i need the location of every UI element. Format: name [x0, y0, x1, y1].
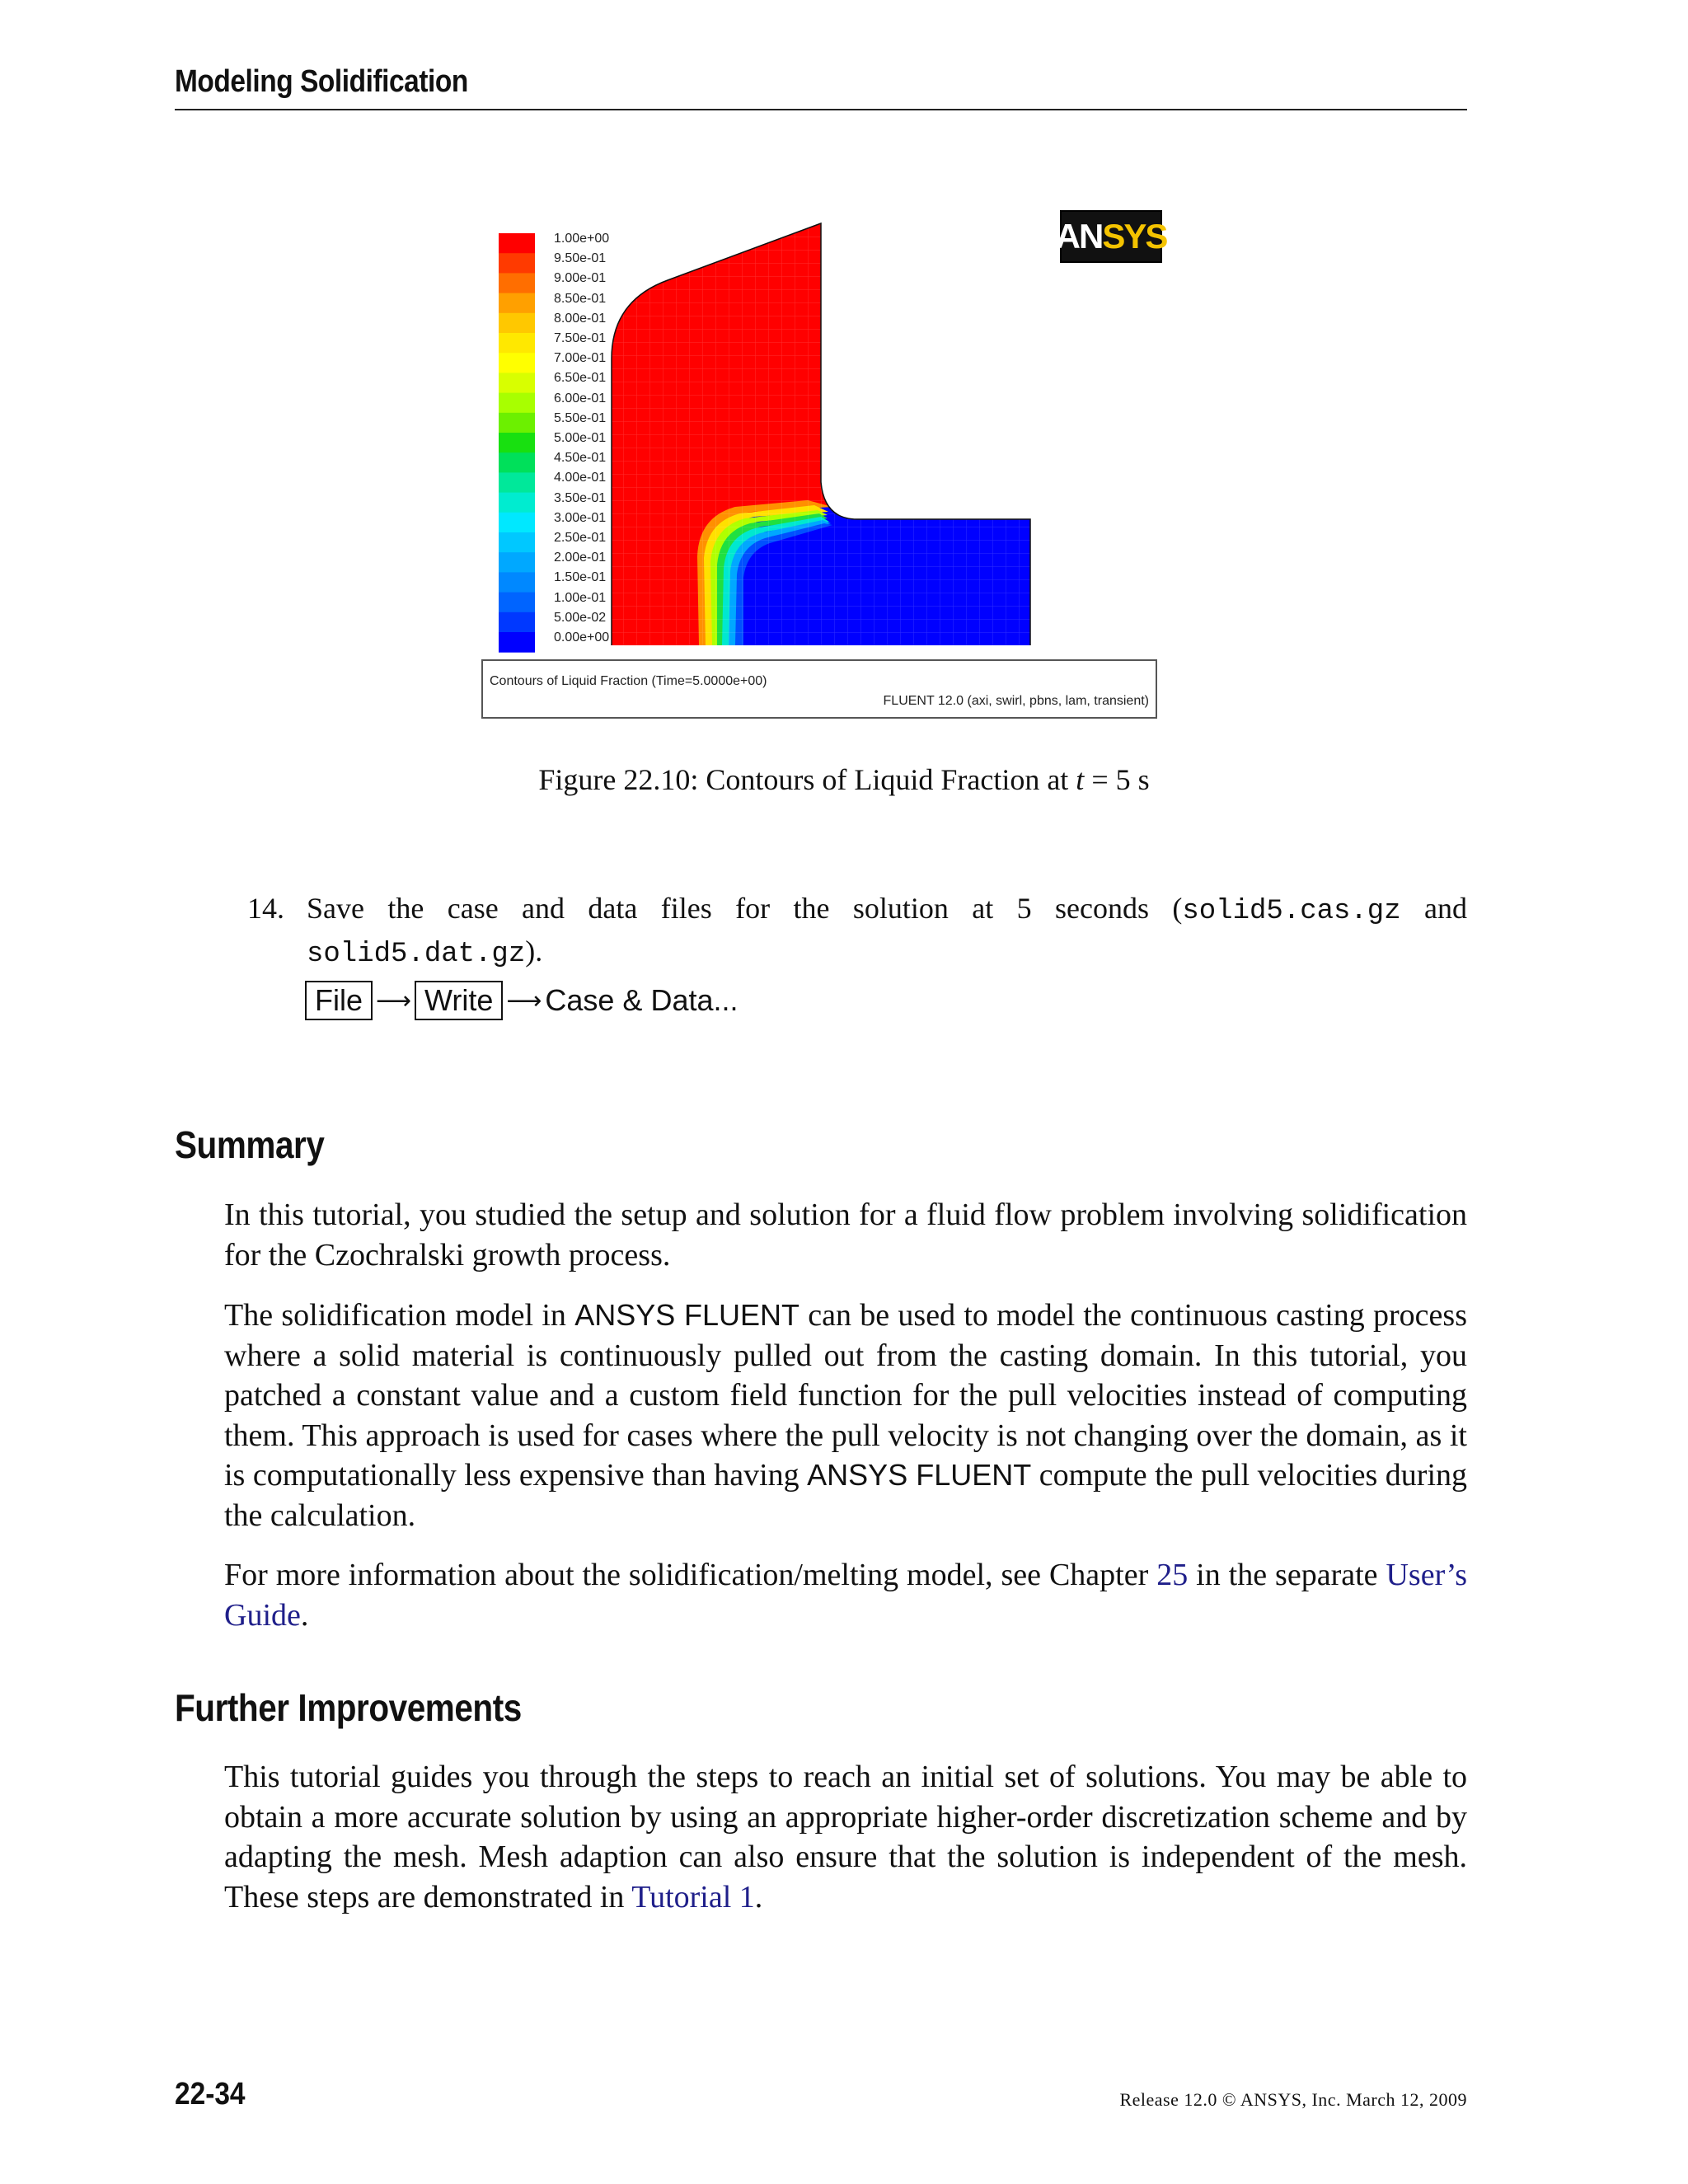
text-run: can be used to model the continuous casting process where a solid material is continuously pulled out from the casting domain. In this tutorial, you patched a constant value and a custom field function for the pull velocities instead of computing them. This approach is used for cases where the pull velocity is not changing over the domain, as it is computationally less expensive than having — [224, 1298, 1467, 1493]
step-text-part: and — [1400, 892, 1467, 925]
color-legend-bar — [499, 233, 535, 653]
legend-label: 9.50e-01 — [554, 251, 607, 266]
text-run: For more information about the solidification/melting model, see Chapter — [224, 1558, 1157, 1592]
legend-label: 5.50e-01 — [554, 410, 607, 425]
legend-label: 8.00e-01 — [554, 311, 607, 326]
legend-label: 4.50e-01 — [554, 451, 607, 466]
figure-caption — [0, 762, 1688, 797]
logo-text-sys: SYS — [1102, 217, 1167, 255]
summary-paragraph-1: In this tutorial, you studied the setup and solution for a fluid flow problem involving solidification for the Czochralski growth process. — [224, 1197, 1467, 1272]
chapter-link[interactable]: 25 — [1156, 1558, 1189, 1592]
legend-label: 5.00e-02 — [554, 610, 607, 625]
users-guide-link[interactable]: User’s Guide — [224, 1558, 1467, 1633]
caption-prefix: Figure 22.10: Contours of Liquid Fraction at — [538, 763, 1076, 796]
legend-label: 2.50e-01 — [554, 531, 607, 545]
legend-label: 3.50e-01 — [554, 490, 607, 505]
legend-swatch — [499, 632, 535, 653]
legend-label: 6.50e-01 — [554, 371, 607, 386]
contour-title: Contours of Liquid Fraction (Time=5.0000e+00) — [490, 674, 767, 688]
legend-swatch — [499, 433, 535, 453]
data-filename: solid5.dat.gz — [307, 939, 526, 970]
summary-heading: Summary — [175, 1123, 325, 1166]
legend-swatch — [499, 493, 535, 513]
legend-label: 6.00e-01 — [554, 391, 607, 405]
legend-swatch — [499, 353, 535, 373]
text-run: . — [754, 1879, 763, 1915]
legend-label: 2.00e-01 — [554, 551, 607, 565]
header-rule — [175, 109, 1467, 110]
legend-label: 1.50e-01 — [554, 570, 607, 585]
legend-swatch — [499, 233, 535, 254]
legend-swatch — [499, 572, 535, 593]
product-name: ANSYS FLUENT — [807, 1458, 1032, 1492]
legend-swatch — [499, 472, 535, 493]
legend-label: 0.00e+00 — [554, 630, 610, 644]
caption-suffix: = 5 s — [1084, 763, 1150, 796]
legend-swatch — [499, 253, 535, 274]
legend-swatch — [499, 293, 535, 314]
running-header-title: Modeling Solidification — [175, 64, 468, 99]
logo-text-an: AN — [1055, 217, 1103, 255]
caption-variable: t — [1076, 763, 1085, 796]
menu-case-data: Case & Data... — [545, 983, 738, 1017]
legend-swatch — [499, 273, 535, 293]
legend-label: 8.50e-01 — [554, 291, 607, 306]
arrow-icon: ⟶ — [506, 986, 542, 1015]
legend-label: 4.00e-01 — [554, 471, 607, 485]
text-run: compute the pull velocities during the calculation. — [224, 1458, 1468, 1533]
case-filename: solid5.cas.gz — [1182, 896, 1401, 927]
legend-label: 9.00e-01 — [554, 271, 607, 286]
menu-file: File — [305, 981, 373, 1020]
menu-path — [305, 981, 738, 1020]
legend-swatch — [499, 552, 535, 573]
legend-swatch — [499, 373, 535, 393]
ansys-logo — [1055, 210, 1167, 263]
text-run: . — [300, 1597, 309, 1633]
step-text-part: ). — [525, 935, 543, 968]
text-run: This tutorial guides you through the steps to reach an initial set of solutions. You may be able to obtain a more accurate solution by using an appropriate higher-order discretization scheme and by adapting the mesh. Mesh adaption can also ensure that the solution is independent of the mesh. These steps are demonstrated in — [224, 1760, 1467, 1915]
arrow-icon: ⟶ — [376, 986, 412, 1015]
release-info: Release 12.0 © ANSYS, Inc. March 12, 2009 — [1119, 2089, 1467, 2110]
solver-info: FLUENT 12.0 (axi, swirl, pbns, lam, transient) — [883, 694, 1149, 708]
further-paragraph — [224, 1757, 1467, 1917]
tutorial-1-link[interactable]: Tutorial 1 — [631, 1879, 755, 1915]
legend-swatch — [499, 393, 535, 414]
legend-label: 1.00e+00 — [554, 232, 610, 246]
figure-info-box — [481, 659, 1157, 719]
menu-write: Write — [415, 981, 503, 1020]
contour-domain — [602, 210, 1055, 655]
legend-label: 5.00e-01 — [554, 431, 607, 445]
legend-swatch — [499, 612, 535, 633]
summary-paragraph-2 — [224, 1296, 1467, 1535]
text-run: in the separate — [1188, 1558, 1386, 1592]
text-run: The solidification model in — [224, 1298, 575, 1333]
legend-swatch — [499, 513, 535, 533]
step-text — [307, 888, 1467, 974]
step-14 — [247, 888, 1467, 974]
legend-swatch — [499, 333, 535, 354]
legend-label: 7.50e-01 — [554, 331, 607, 345]
legend-swatch — [499, 593, 535, 613]
legend-label: 1.00e-01 — [554, 590, 607, 605]
page-number: 22-34 — [175, 2077, 246, 2111]
legend-swatch — [499, 413, 535, 434]
liquid-fraction-figure — [478, 210, 1167, 721]
legend-swatch — [499, 452, 535, 473]
summary-paragraph-3 — [224, 1555, 1467, 1635]
step-number: 14. — [247, 892, 284, 925]
legend-swatch — [499, 313, 535, 334]
legend-swatch — [499, 532, 535, 553]
further-improvements-heading: Further Improvements — [175, 1686, 522, 1729]
step-text-part: Save the case and data files for the solution at 5 seconds ( — [307, 892, 1183, 925]
product-name: ANSYS FLUENT — [574, 1298, 800, 1332]
legend-label: 3.00e-01 — [554, 510, 607, 525]
legend-label: 7.00e-01 — [554, 351, 607, 366]
